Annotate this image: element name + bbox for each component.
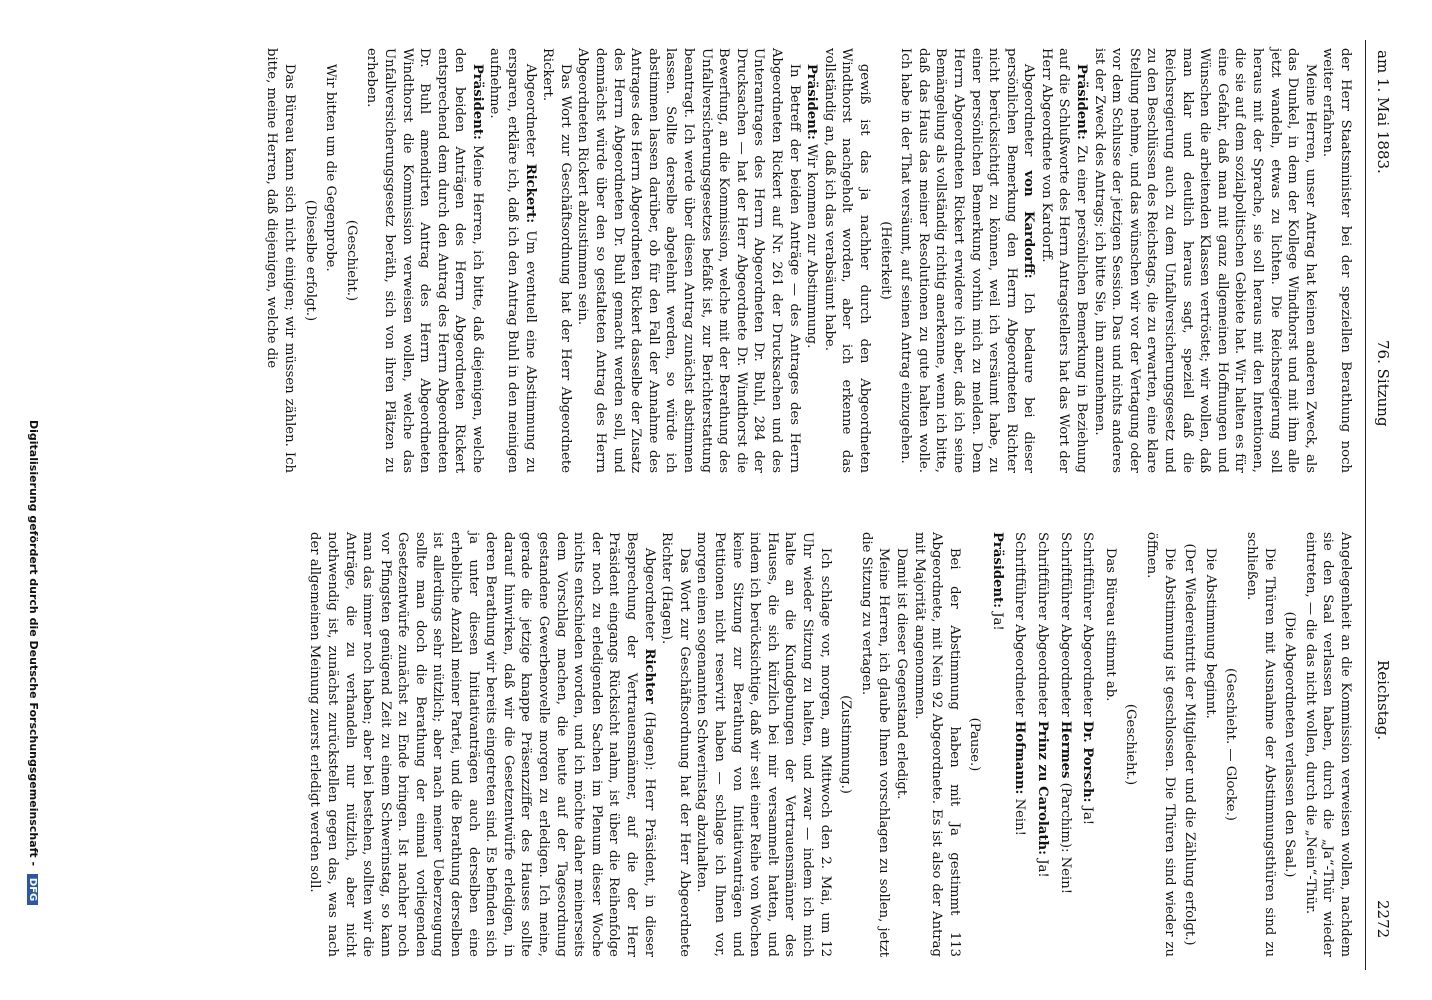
paragraph: Präsident: Ja!	[989, 532, 1005, 631]
stage-direction: (Geschieht.)	[1123, 703, 1139, 786]
header-date: am 1. Mai 1883.	[1374, 50, 1392, 174]
stage-direction: (Heiterkeit)	[877, 221, 893, 300]
stage-direction: (Pause.)	[967, 717, 983, 772]
paragraph: Die Abstimmung ist geschlossen. Die Thüren sind wieder zu öffnen.	[1144, 532, 1177, 957]
paragraph: Präsident: Zu einer persönlichen Bemerkung in Beziehung auf die Schlußworte des Herrn Antragstellers hat das Wort der Herr Abgeordnete von Kardorff.	[1038, 48, 1090, 473]
paragraph: Abgeordneter von Kardorff: Ich bedaure bei dieser persönlichen Bemerkung den Herrn Abgeordneten Richter nicht berücksichtigt zu können, weil ich versäumt habe, zu einer persönlichen Bemerkung vorhin mich zu melden. Dem Herrn Abgeordneten Rickert erwidere ich aber, daß ich seine Bemängelung als vollständig richtig anerkenne, wenn ich bitte, daß das Haus das meiner Resolutionen zu gute halten wolle. Ich habe in der That versäumt, auf seinen Antrag einzugehen.	[898, 48, 1037, 474]
credit-text: Digitalisierung gefördert durch die Deutsche Forschungsgemeinschaft -	[27, 420, 40, 867]
paragraph: Schriftführer Abgeordneter Dr. Porsch: Ja!	[1080, 532, 1096, 826]
text-column-left	[34, 48, 1354, 473]
paragraph: Damit ist dieser Gegenstand erledigt.	[893, 547, 909, 800]
dfg-logo-icon: DFG	[27, 874, 38, 905]
header-reichstag: Reichstag.	[1374, 660, 1392, 741]
text-column-right	[34, 532, 1354, 957]
paragraph: Schriftführer Abgeordneter Hermes (Parchim): Nein!	[1057, 532, 1073, 894]
paragraph: Abgeordneter Rickert: Um eventuell eine Abstimmung zu ersparen, erkläre ich, daß ich den Antrag Buhl in den meinigen aufnehme.	[487, 48, 538, 473]
paragraph: Das Büreau stimmt ab.	[1102, 547, 1118, 702]
stage-direction: (Geschieht.)	[343, 219, 359, 302]
paragraph: In Betreff der beiden Anträge — des Antrages des Herrn Abgeordneten Rickert auf Nr. 261 der Drucksachen und des Unterantrages des Herrn Abgeordneten Dr. Buhl, 284 der Drucksachen — hat der Herr Abgeordnete Dr. Windthorst die Bewerfung, an die Kommission, welche mit der Berathung des Unfallversicherungsgesetzes befaßt ist, zur Berichterstattung beantragt. Ich werde über diesen Antrag zunächst abstimmen lassen. Sollte derselbe abgelehnt werden, so würde ich abstimmen lassen darüber, ob für den Fall der Annahme des Antrages des Herrn Abgeordneten Rickert dasselbe der Zusatz des Herrn Abgeordneten Dr. Buhl gemacht werden soll, und demnächst würde über den so gestalteten Antrag des Herrn Abgeordneten Rickert abzustimmen sein.	[575, 48, 802, 473]
paragraph: Präsident: Meine Herren, ich bitte, daß diejenigen, welche den beiden Anträgen des Herrn Abgeordneten Rickert entsprechend dem durch den Antrag des Herrn Abgeordneten Dr. Buhl amendirten Antrag des Herrn Abgeordneten Windthorst die Kommission verweisen wollen, welche das Unfallversicherungsgesetz beräth, sich von ihren Plätzen zu erheben.	[364, 48, 485, 473]
paragraph: Meine Herren, ich glaube Ihnen vorschlagen zu sollen, jetzt die Sitzung zu vertagen.	[858, 532, 892, 957]
paragraph: Ich schlage vor, morgen, am Mittwoch den 2. Mai, um 12 Uhr wieder Sitzung zu halten, und zwar — indem ich mich halte an die Kundgebungen der Vertrauensmänner des Hauses, die sich kürzlich bei mir versammelt hatten, und indem ich berücksichtige, daß wir seit einer Reihe von Wochen keine Sitzung zur Berathung von Initiativanträgen und Petitionen nicht reservirt haben — schlage ich Ihnen vor, morgen einen sogenannten Schwerinstag abzuhalten.	[694, 532, 833, 957]
paragraph: Die Thüren mit Ausnahme der Abstimmungsthüren sind zu schließen.	[1244, 532, 1277, 957]
paragraph: Bei der Abstimmung haben mit Ja gestimmt 113 Abgeordnete, mit Nein 92 Abgeordnete. Es ist also der Antrag mit Majorität angenommen.	[911, 532, 962, 957]
paragraph: Präsident: Wir kommen zur Abstimmung.	[804, 63, 820, 349]
paragraph: Das Büreau kann sich nicht einigen; wir müssen zählen. Ich bitte, meine Herren, daß diejenigen, welche die	[264, 48, 297, 473]
paragraph: gewiß ist das ja nachher durch den Abgeordneten Windthorst nachgeholt worden, aber ich erkenne das vollständig an, daß ich das verabsäumt habe.	[821, 48, 872, 473]
digitization-credit	[27, 420, 40, 960]
paragraph: Wir bitten um die Gegenprobe.	[323, 63, 339, 272]
page-header	[1365, 40, 1400, 970]
stage-direction: (Zustimmung.)	[838, 695, 854, 794]
header-session: 76. Sitzung	[1374, 340, 1392, 427]
paragraph: Abgeordneter Richter (Hagen): Herr Präsident, in dieser Besprechung der Vertrauensmänner, auf die der Herr Präsident eingangs Rücksicht nahm, ist über die Reihenfolge der noch zu erledigenden Sachen im Plenum dieser Woche nichts entschieden worden, und ich möchte daher meinerseits dem Vorschlag machen, die heute auf der Tagesordnung gestandene Gewerbenovelle morgen zu erledigen. Ich meine, gerade die jetzige knappe Präsenzziffer des Hauses sollte darauf hinwirken, daß wir die Gesetzentwürfe erledigen, in deren Berathung wir bereits eingetreten sind. Es befinden sich ja unter diesen Initiativanträgen auch derselben eine erhebliche Anzahl meiner Partei, und die Berathung derselben ist allerdings sehr nützlich; aber nach meiner Ueberzeugung sollte man doch die Berathung der einmal vorliegenden Gesetzentwürfe zunächst zu Ende bringen. Ist nachher noch vor Pfingsten genügend Zeit zu einem Schwerinstag, so kann man das immer noch haben; aber bei bestehen, sollten wir die Anträge, die zu verhandeln nur nützlich, aber nicht nothwendig ist, zunächst zurückstellen gegen das, was nach der allgemeinen Meinung zuerst erledigt werden soll.	[307, 532, 657, 958]
stage-direction: (Der Wiedereintritt der Mitglieder und die Zählung erfolgt.)	[1182, 543, 1198, 946]
paragraph: Angelegenheit an die Kommission verweisen wollen, nachdem sie den Saal verlassen haben, durch die „Ja“-Thür wieder eintreten, — die das nicht wollen, durch die „Nein“-Thür.	[1302, 532, 1353, 957]
stage-direction: (Geschieht. — Glocke.)	[1223, 668, 1239, 821]
paragraph: Schriftführer Abgeordneter Hofmann: Nein!	[1012, 532, 1028, 836]
paragraph: Die Abstimmung beginnt.	[1202, 547, 1218, 719]
stage-direction: (Die Abgeordneten verlassen den Saal.)	[1282, 611, 1298, 878]
paragraph: Meine Herren, unser Antrag hat keinen anderen Zweck, als das Dunkel, in dem der Kollege Windthorst und mit ihm alle jetzt wandeln, etwas zu lichten. Die Reichsregierung soll heraus mit der Sprache, sie soll heraus mit den Intentionen, die sie auf dem sozialpolitischen Gebiete hat. Wir halten es für eine Gefahr, daß man mit ganz allgemeinen Hoffnungen und Wünschen die arbeitenden Klassen vertröstet; wir wollen, daß man klar und deutlich heraus sagt, speziell daß die Reichsregierung auch zu dem Unfallversicherungsgesetz und zu den Beschlüssen des Reichstags, die zu erwarten, eine klare Stellung nehme, und das wünschen wir vor der Vertagung oder vor dem Schlusse der jetzigen Session. Das und nichts anderes ist der Zweck des Antrags; ich bitte Sie, ihn anzunehmen.	[1091, 48, 1318, 473]
stage-direction: (Dieselbe erfolgt.)	[302, 199, 318, 322]
paragraph: Das Wort zur Geschäftsordnung hat der Herr Abgeordnete Rickert.	[540, 48, 573, 473]
page-number: 2272	[1374, 900, 1392, 939]
paragraph: Das Wort zur Geschäftsordnung hat der Herr Abgeordnete Richter (Hagen).	[659, 532, 692, 957]
document-page	[20, 40, 1400, 970]
paragraph: der Herr Staatsminister bei der speziellen Berathung noch weiter erfahren.	[1320, 48, 1353, 473]
paragraph: Schriftführer Abgeordneter Prinz zu Carolath: Ja!	[1035, 532, 1051, 878]
